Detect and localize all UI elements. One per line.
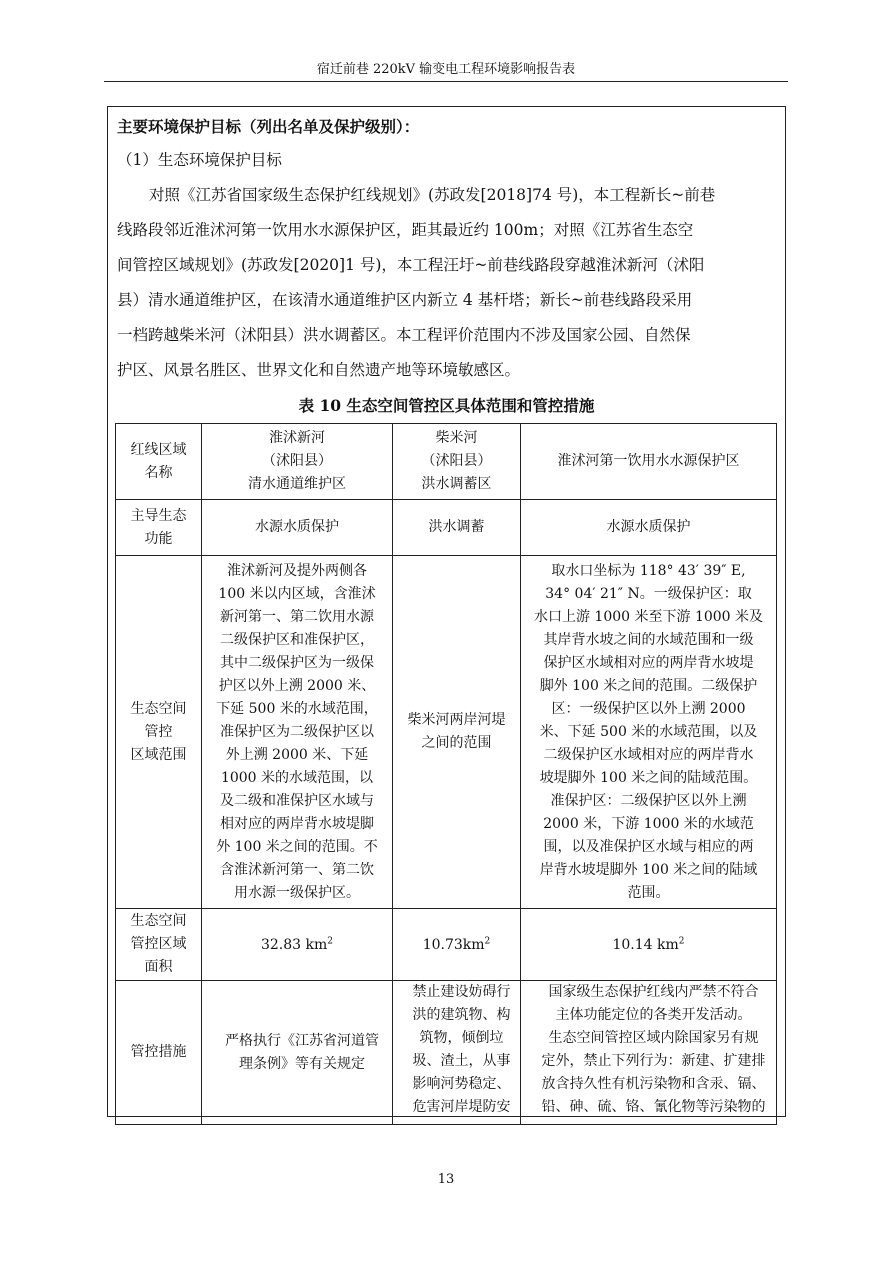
table-row (116, 981, 777, 1125)
cell-area-2-measures: 禁止建设妨碍行 洪的建筑物、构 筑物，倾倒垃 圾、渣土，从事 影响河势稳定、 危害河岸堤防安 (393, 981, 521, 1125)
cell-area-2-function: 洪水调蓄 (393, 500, 521, 556)
document-header: 宿迁前巷 220kV 输变电工程环境影响报告表 (316, 62, 576, 77)
paragraph-line: 线路段邻近淮沭河第一饮用水水源保护区，距其最近约 100m；对照《江苏省生态空 (117, 221, 694, 239)
row-label-scope: 生态空间 管控 区域范围 (116, 556, 202, 909)
cell-area-3-name: 淮沭河第一饮用水水源保护区 (521, 424, 777, 500)
row-label-function: 主导生态 功能 (116, 500, 202, 556)
row-label-area: 生态空间 管控区域 面积 (116, 909, 202, 981)
table-row (116, 500, 777, 556)
table-row (116, 909, 777, 981)
cell-area-2-name: 柴米河 （沭阳县） 洪水调蓄区 (393, 424, 521, 500)
cell-area-1-scope: 淮沭新河及提外两侧各 100 米以内区域，含淮沭 新河第一、第二饮用水源 二级保护区和准保护区， 其中二级保护区为一级保 护区以外上溯 2000 米、 下延 500 米的水域范围， 准保护区为二级保护区以 外上溯 2000 米、下延 1000 米的水域范围，以 及二级和准保护区水域与 相对应的两岸背水坡堤脚 外 100 米之间的范围。不 含淮沭新河第一、第二饮 用水源一级保护区。 (202, 556, 393, 909)
paragraph-line: 护区、风景名胜区、世界文化和自然遗产地等环境敏感区。 (117, 361, 521, 379)
row-label-measures: 管控措施 (116, 981, 202, 1125)
cell-area-3-scope: 取水口坐标为 118° 43′ 39″ E, 34° 04′ 21″ N。一级保护区：取 水口上游 1000 米至下游 1000 米及 其岸背水坡之间的水域范围和一级 保护区水域相对应的两岸背水坡堤 脚外 100 米之间的范围。二级保护 区：一级保护区以外上溯 2000 米、下延 500 米的水域范围，以及 二级保护区水域相对应的两岸背水 坡堤脚外 100 米之间的陆域范围。 准保护区：二级保护区以外上溯 2000 米，下游 1000 米的水域范 围，以及准保护区水域与相应的两 岸背水坡堤脚外 100 米之间的陆域 范围。 (521, 556, 777, 909)
paragraph-line: 一档跨越柴米河（沭阳县）洪水调蓄区。本工程评价范围内不涉及国家公园、自然保 (117, 326, 691, 344)
cell-area-2-scope: 柴米河两岸河堤 之间的范围 (393, 556, 521, 909)
table-row (116, 556, 777, 909)
header-divider (104, 81, 788, 82)
paragraph-line: 间管控区域规划》(苏政发[2020]1 号)，本工程汪圩~前巷线路段穿越淮沭新河（沭阳 (117, 256, 705, 274)
cell-area-3-size: 10.14 $km^2$ (521, 909, 777, 981)
paragraph-line: 县）清水通道维护区，在该清水通道维护区内新立 4 基杆塔；新长~前巷线路段采用 (117, 291, 693, 309)
cell-area-1-function: 水源水质保护 (202, 500, 393, 556)
table-row (116, 424, 777, 500)
table-title: 表 10 生态空间管控区具体范围和管控措施 (298, 396, 595, 415)
cell-area-1-size: 32.83 $km^2$ (202, 909, 393, 981)
page-number: 13 (437, 1172, 455, 1187)
section-heading: 主要环境保护目标（列出名单及保护级别）： (117, 117, 420, 136)
cell-area-2-size: $10.73km^2$ (393, 909, 521, 981)
section-subheading: （1）生态环境保护目标 (117, 151, 282, 169)
cell-area-3-function: 水源水质保护 (521, 500, 777, 556)
cell-area-1-name: 淮沭新河 （沭阳县） 清水通道维护区 (202, 424, 393, 500)
paragraph-line: 对照《江苏省国家级生态保护红线规划》(苏政发[2018]74 号)，本工程新长~前巷 (149, 186, 716, 204)
eco-control-table (115, 423, 777, 1125)
cell-area-3-measures: 国家级生态保护红线内严禁不符合 主体功能定位的各类开发活动。 生态空间管控区域内除国家另有规 定外，禁止下列行为：新建、扩建排 放含持久性有机污染物和含汞、镉、 铅、砷、硫、铬、氰化物等污染物的 (521, 981, 777, 1125)
cell-area-1-measures: 严格执行《江苏省河道管 理条例》等有关规定 (202, 981, 393, 1125)
row-label-name: 红线区域 名称 (116, 424, 202, 500)
